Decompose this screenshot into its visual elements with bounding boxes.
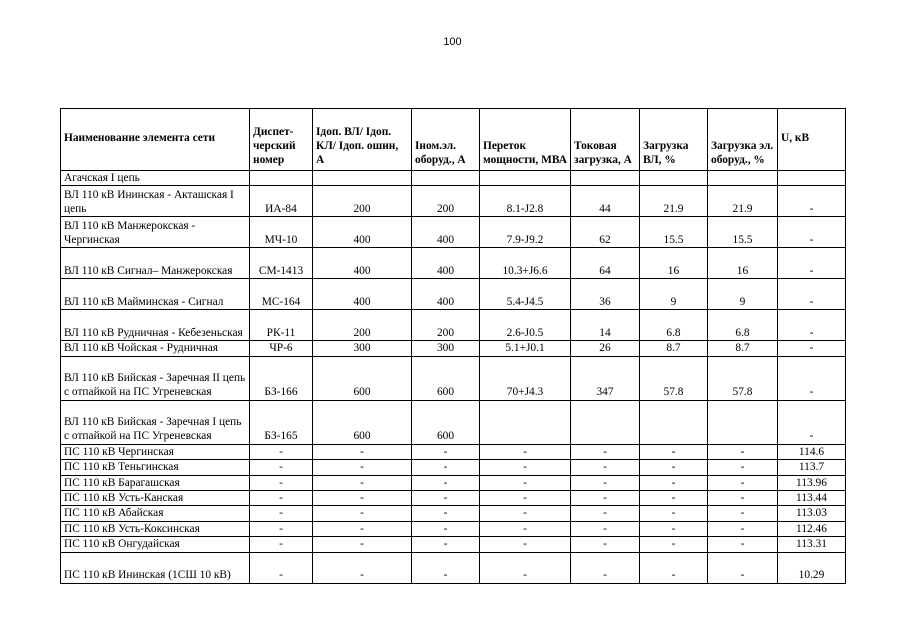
cell-nominal-current: - xyxy=(412,491,480,506)
cell-dispatch-number: ИА-84 xyxy=(250,186,313,217)
cell-power-flow: 7.9-J9.2 xyxy=(480,217,571,248)
cell-allowed-current: - xyxy=(313,475,412,490)
cell-power-flow: - xyxy=(480,537,571,552)
cell-current-load: - xyxy=(571,491,640,506)
cell-element-name: ВЛ 110 кВ Рудничная - Кебезеньская xyxy=(61,310,250,341)
cell-power-flow: 5.1+J0.1 xyxy=(480,341,571,356)
header-allowed-current: Iдоп. ВЛ/ Iдоп. КЛ/ Iдоп. ошин, А xyxy=(313,109,412,171)
cell-line-load: 21.9 xyxy=(640,186,708,217)
cell-equipment-load: - xyxy=(708,444,778,459)
cell-dispatch-number: - xyxy=(250,444,313,459)
cell-allowed-current: - xyxy=(313,444,412,459)
cell-element-name: ВЛ 110 кВ Ининская - Акташская I цепь xyxy=(61,186,250,217)
cell-nominal-current: - xyxy=(412,460,480,475)
table-row xyxy=(61,186,846,217)
cell-equipment-load: 15.5 xyxy=(708,217,778,248)
cell-nominal-current: - xyxy=(412,537,480,552)
cell-voltage: - xyxy=(778,248,846,279)
cell-current-load: 36 xyxy=(571,279,640,310)
cell-current-load: - xyxy=(571,552,640,583)
cell-power-flow: 70+J4.3 xyxy=(480,356,571,400)
header-power-flow: Переток мощности, МВА xyxy=(480,109,571,171)
table-row xyxy=(61,537,846,552)
table-row xyxy=(61,356,846,400)
cell-allowed-current: - xyxy=(313,521,412,536)
cell-equipment-load: - xyxy=(708,537,778,552)
cell-allowed-current: 600 xyxy=(313,356,412,400)
cell-voltage: 113.44 xyxy=(778,491,846,506)
cell-allowed-current: 200 xyxy=(313,186,412,217)
cell-element-name: ВЛ 110 кВ Майминская - Сигнал xyxy=(61,279,250,310)
cell-equipment-load: 57.8 xyxy=(708,356,778,400)
table-row xyxy=(61,475,846,490)
cell-current-load xyxy=(571,171,640,186)
table-row xyxy=(61,552,846,583)
table-row xyxy=(61,248,846,279)
cell-equipment-load: - xyxy=(708,552,778,583)
cell-voltage: - xyxy=(778,186,846,217)
cell-equipment-load: - xyxy=(708,506,778,521)
cell-equipment-load: 21.9 xyxy=(708,186,778,217)
cell-dispatch-number: БЗ-165 xyxy=(250,400,313,444)
cell-element-name: ВЛ 110 кВ Сигнал– Манжерокская xyxy=(61,248,250,279)
cell-allowed-current: - xyxy=(313,506,412,521)
header-current-load: Токовая загрузка, А xyxy=(571,109,640,171)
cell-power-flow: - xyxy=(480,475,571,490)
cell-current-load: 14 xyxy=(571,310,640,341)
table-row xyxy=(61,217,846,248)
cell-current-load: 26 xyxy=(571,341,640,356)
cell-dispatch-number: - xyxy=(250,506,313,521)
cell-element-name: ВЛ 110 кВ Бийская - Заречная II цепь с отпайкой на ПС Угреневская xyxy=(61,356,250,400)
cell-power-flow xyxy=(480,171,571,186)
cell-dispatch-number: ЧР-6 xyxy=(250,341,313,356)
cell-voltage: 114.6 xyxy=(778,444,846,459)
cell-line-load xyxy=(640,171,708,186)
cell-element-name: ПС 110 кВ Чергинская xyxy=(61,444,250,459)
cell-voltage: 113.96 xyxy=(778,475,846,490)
cell-element-name: ПС 110 кВ Теньгинская xyxy=(61,460,250,475)
table-row xyxy=(61,341,846,356)
cell-current-load: - xyxy=(571,521,640,536)
cell-allowed-current: - xyxy=(313,537,412,552)
cell-element-name: ПС 110 кВ Усть-Канская xyxy=(61,491,250,506)
cell-current-load: - xyxy=(571,506,640,521)
cell-power-flow: - xyxy=(480,552,571,583)
cell-current-load: 347 xyxy=(571,356,640,400)
cell-allowed-current: 400 xyxy=(313,217,412,248)
cell-current-load xyxy=(571,400,640,444)
cell-voltage: - xyxy=(778,400,846,444)
cell-element-name: ПС 110 кВ Абайская xyxy=(61,506,250,521)
cell-voltage: 113.03 xyxy=(778,506,846,521)
cell-current-load: - xyxy=(571,444,640,459)
cell-allowed-current: 300 xyxy=(313,341,412,356)
cell-nominal-current: 400 xyxy=(412,248,480,279)
table-row xyxy=(61,521,846,536)
cell-element-name: ПС 110 кВ Барагашская xyxy=(61,475,250,490)
cell-power-flow: - xyxy=(480,444,571,459)
cell-allowed-current: - xyxy=(313,552,412,583)
cell-allowed-current: 400 xyxy=(313,248,412,279)
cell-current-load: 44 xyxy=(571,186,640,217)
cell-nominal-current: - xyxy=(412,444,480,459)
cell-element-name: ПС 110 кВ Усть-Коксинская xyxy=(61,521,250,536)
cell-dispatch-number: РК-11 xyxy=(250,310,313,341)
cell-dispatch-number: - xyxy=(250,475,313,490)
cell-power-flow xyxy=(480,400,571,444)
cell-equipment-load: - xyxy=(708,521,778,536)
cell-nominal-current: - xyxy=(412,552,480,583)
cell-current-load: - xyxy=(571,537,640,552)
table-row xyxy=(61,310,846,341)
cell-line-load: - xyxy=(640,475,708,490)
cell-voltage: 112.46 xyxy=(778,521,846,536)
cell-element-name: ВЛ 110 кВ Чойская - Рудничная xyxy=(61,341,250,356)
header-dispatch-number: Диспет-черский номер xyxy=(250,109,313,171)
cell-nominal-current: - xyxy=(412,506,480,521)
cell-nominal-current: 200 xyxy=(412,186,480,217)
table-header-row xyxy=(61,109,846,171)
cell-allowed-current: - xyxy=(313,460,412,475)
cell-equipment-load: 6.8 xyxy=(708,310,778,341)
table-row xyxy=(61,444,846,459)
cell-dispatch-number: МЧ-10 xyxy=(250,217,313,248)
cell-current-load: - xyxy=(571,475,640,490)
cell-voltage: - xyxy=(778,310,846,341)
cell-dispatch-number: - xyxy=(250,460,313,475)
cell-allowed-current xyxy=(313,171,412,186)
cell-equipment-load: 8.7 xyxy=(708,341,778,356)
cell-power-flow: - xyxy=(480,460,571,475)
cell-voltage: - xyxy=(778,217,846,248)
cell-element-name: ПС 110 кВ Ининская (1СШ 10 кВ) xyxy=(61,552,250,583)
header-voltage: U, кВ xyxy=(778,109,846,171)
cell-equipment-load: 9 xyxy=(708,279,778,310)
cell-nominal-current: - xyxy=(412,475,480,490)
cell-power-flow: 8.1-J2.8 xyxy=(480,186,571,217)
table-row xyxy=(61,506,846,521)
cell-nominal-current: 400 xyxy=(412,217,480,248)
cell-element-name: ВЛ 110 кВ Манжерокская - Чергинская xyxy=(61,217,250,248)
cell-power-flow: - xyxy=(480,506,571,521)
header-line-load: Загрузка ВЛ, % xyxy=(640,109,708,171)
cell-voltage: - xyxy=(778,341,846,356)
cell-equipment-load: 16 xyxy=(708,248,778,279)
cell-line-load: - xyxy=(640,460,708,475)
cell-voltage: 113.31 xyxy=(778,537,846,552)
cell-allowed-current: 400 xyxy=(313,279,412,310)
cell-current-load: 62 xyxy=(571,217,640,248)
cell-line-load: - xyxy=(640,506,708,521)
cell-dispatch-number: - xyxy=(250,537,313,552)
cell-equipment-load: - xyxy=(708,475,778,490)
cell-dispatch-number: - xyxy=(250,491,313,506)
cell-dispatch-number: БЗ-166 xyxy=(250,356,313,400)
cell-element-name: ПС 110 кВ Онгудайская xyxy=(61,537,250,552)
cell-current-load: 64 xyxy=(571,248,640,279)
cell-line-load: - xyxy=(640,552,708,583)
table-row xyxy=(61,491,846,506)
cell-line-load: 16 xyxy=(640,248,708,279)
cell-voltage: 10.29 xyxy=(778,552,846,583)
cell-line-load: 57.8 xyxy=(640,356,708,400)
cell-nominal-current: 300 xyxy=(412,341,480,356)
cell-allowed-current: - xyxy=(313,491,412,506)
cell-equipment-load xyxy=(708,400,778,444)
cell-line-load: - xyxy=(640,537,708,552)
cell-voltage: - xyxy=(778,279,846,310)
cell-power-flow: 2.6-J0.5 xyxy=(480,310,571,341)
cell-nominal-current: 600 xyxy=(412,400,480,444)
cell-dispatch-number: - xyxy=(250,521,313,536)
cell-dispatch-number: - xyxy=(250,552,313,583)
cell-nominal-current: - xyxy=(412,521,480,536)
cell-line-load: 8.7 xyxy=(640,341,708,356)
table-row xyxy=(61,171,846,186)
cell-power-flow: 10.3+J6.6 xyxy=(480,248,571,279)
cell-nominal-current: 400 xyxy=(412,279,480,310)
cell-current-load: - xyxy=(571,460,640,475)
cell-dispatch-number: МС-164 xyxy=(250,279,313,310)
cell-dispatch-number: СМ-1413 xyxy=(250,248,313,279)
cell-element-name: ВЛ 110 кВ Бийская - Заречная I цепь с отпайкой на ПС Угреневская xyxy=(61,400,250,444)
cell-dispatch-number xyxy=(250,171,313,186)
cell-line-load: 9 xyxy=(640,279,708,310)
cell-line-load xyxy=(640,400,708,444)
cell-equipment-load: - xyxy=(708,491,778,506)
cell-equipment-load: - xyxy=(708,460,778,475)
cell-nominal-current xyxy=(412,171,480,186)
cell-voltage: - xyxy=(778,356,846,400)
cell-line-load: 6.8 xyxy=(640,310,708,341)
cell-line-load: 15.5 xyxy=(640,217,708,248)
cell-power-flow: 5.4-J4.5 xyxy=(480,279,571,310)
table-row xyxy=(61,400,846,444)
cell-line-load: - xyxy=(640,521,708,536)
cell-allowed-current: 600 xyxy=(313,400,412,444)
header-element-name: Наименование элемента сети xyxy=(61,109,250,171)
cell-voltage: 113.7 xyxy=(778,460,846,475)
cell-line-load: - xyxy=(640,491,708,506)
header-equipment-load: Загрузка эл. оборуд., % xyxy=(708,109,778,171)
network-elements-table xyxy=(60,108,846,584)
cell-equipment-load xyxy=(708,171,778,186)
table-row xyxy=(61,460,846,475)
table-row xyxy=(61,279,846,310)
cell-voltage xyxy=(778,171,846,186)
cell-line-load: - xyxy=(640,444,708,459)
cell-allowed-current: 200 xyxy=(313,310,412,341)
cell-nominal-current: 200 xyxy=(412,310,480,341)
cell-power-flow: - xyxy=(480,521,571,536)
header-nominal-current: Iном.эл. оборуд., А xyxy=(412,109,480,171)
page-number: 100 xyxy=(443,36,462,48)
cell-power-flow: - xyxy=(480,491,571,506)
cell-nominal-current: 600 xyxy=(412,356,480,400)
cell-element-name: Агачская I цепь xyxy=(61,171,250,186)
